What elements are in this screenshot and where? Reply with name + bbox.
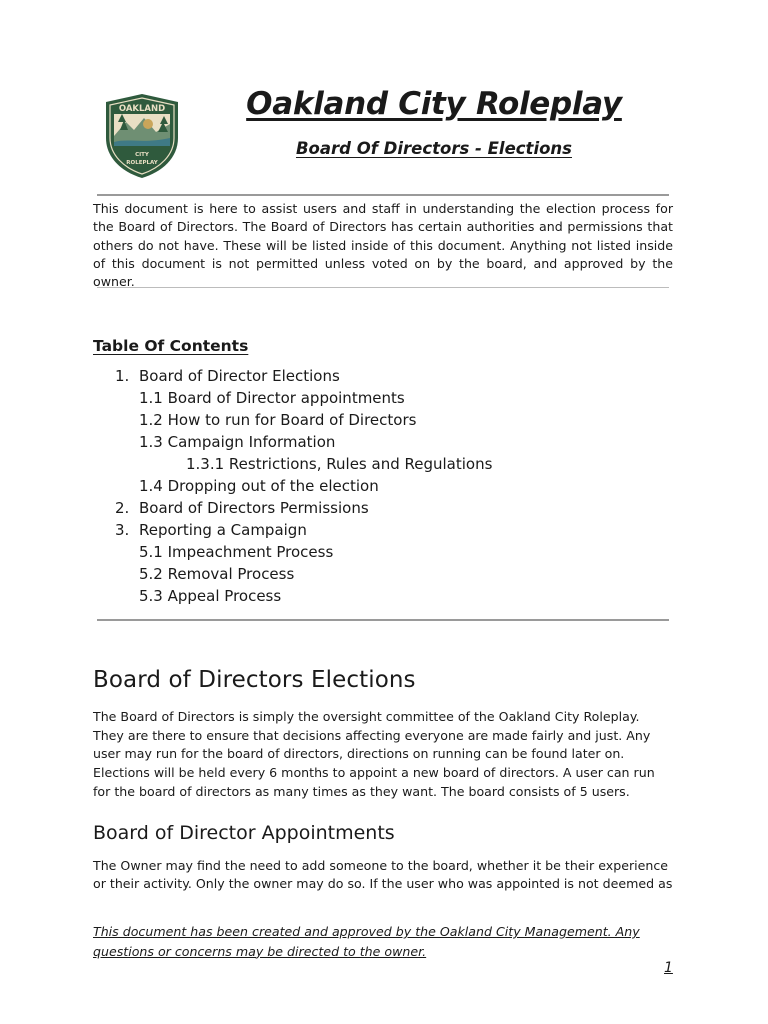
document-title: Oakland City Roleplay [246, 86, 622, 122]
document-subtitle: Board Of Directors - Elections [295, 139, 572, 158]
divider-toc [97, 619, 669, 621]
divider-top [97, 194, 669, 196]
section-body-appointments: The Owner may find the need to add someone to the board, whether it be their experience or their activity. Only the owner may do so. If the user who was appointed is not deemed as [93, 858, 673, 892]
section-heading-appointments: Board of Director Appointments [93, 822, 395, 844]
logo-bottom-line1: CITY [135, 152, 149, 158]
divider-intro [97, 287, 669, 288]
toc-item[interactable]: 1.2 How to run for Board of Directors [139, 411, 417, 429]
toc-item[interactable]: 1.1 Board of Director appointments [139, 389, 405, 407]
logo-bottom-line2: ROLEPLAY [126, 160, 158, 166]
footer-note: This document has been created and approved by the Oakland City Management. Any questions or concerns may be directed to the owner. [93, 924, 640, 959]
section-body-elections: The Board of Directors is simply the oversight committee of the Oakland City Roleplay. They are there to ensure that decisions affecting everyone are made fairly and just. Any user may run for the board of directors, directions on running can be found later on. Elections will be held every 6 months to appoint a new board of directors. A user can run for the board of directors as many times as they want. The board consists of 5 users. [93, 709, 655, 799]
toc-item[interactable]: 1.4 Dropping out of the election [139, 477, 379, 495]
toc-item[interactable]: 1.3.1 Restrictions, Rules and Regulations [186, 455, 493, 473]
toc-heading: Table Of Contents [93, 337, 249, 355]
page-number: 1 [664, 960, 673, 976]
toc-item[interactable]: 5.3 Appeal Process [139, 587, 282, 605]
intro-paragraph: This document is here to assist users and staff in understanding the election process for the Board of Directors. The Board of Directors has certain authorities and permissions that others do not have. These will be listed inside of this document. Anything not listed inside of this document is not permitted unless voted on by the board, and approved by the owner. [93, 201, 673, 290]
section-heading-elections: Board of Directors Elections [93, 667, 416, 693]
document-page: OAKLAND CITY ROLEPLAY Oakland City Roleplay Board Of Directors - Elections This document is here to assist users and staff in understanding the election process for the Board of Directors. The Board of Directors has certain authorities and permissions that others do not have. These will be listed inside of this document. Anything not listed inside of this document is not permitted unless voted on by the board, and approved by the owner. Table Of Contents 1. Board of Director Elections 1.1 Board of Director appointments 1.2 How to run for Board of Directors 1.3 Campaign Information 1.3.1 Restrictions, Rules and Regulations 1.4 Dropping out of the election 2. Board of Directors Permissions 3. Reporting a Campaign 5.1 Impeachment Process 5.2 Removal Process 5.3 Appeal Process Board of Directors Elections The Board of Directors is simply the oversight committee of the Oakland City Roleplay. They are there to ensure that decisions affecting everyone are made fairly and just. Any user may run for the board of directors, directions on running can be found later on. Elections will be held every 6 months to appoint a new board of directors. A user can run for the board of directors as many times as they want. The board consists of 5 users. Board of Director Appointments The Owner may find the need to add someone to the board, whether it be their experience or their activity. Only the owner may do so. If the user who was appointed is not deemed as This document has been created and approved by the Oakland City Management. Any questions or concerns may be directed to the owner. 1 [0, 0, 768, 1024]
toc-item[interactable]: 1.3 Campaign Information [139, 433, 336, 451]
toc-item[interactable]: 5.2 Removal Process [139, 565, 295, 583]
toc-item[interactable]: 5.1 Impeachment Process [139, 543, 334, 561]
logo-top-text: OAKLAND [118, 104, 166, 114]
